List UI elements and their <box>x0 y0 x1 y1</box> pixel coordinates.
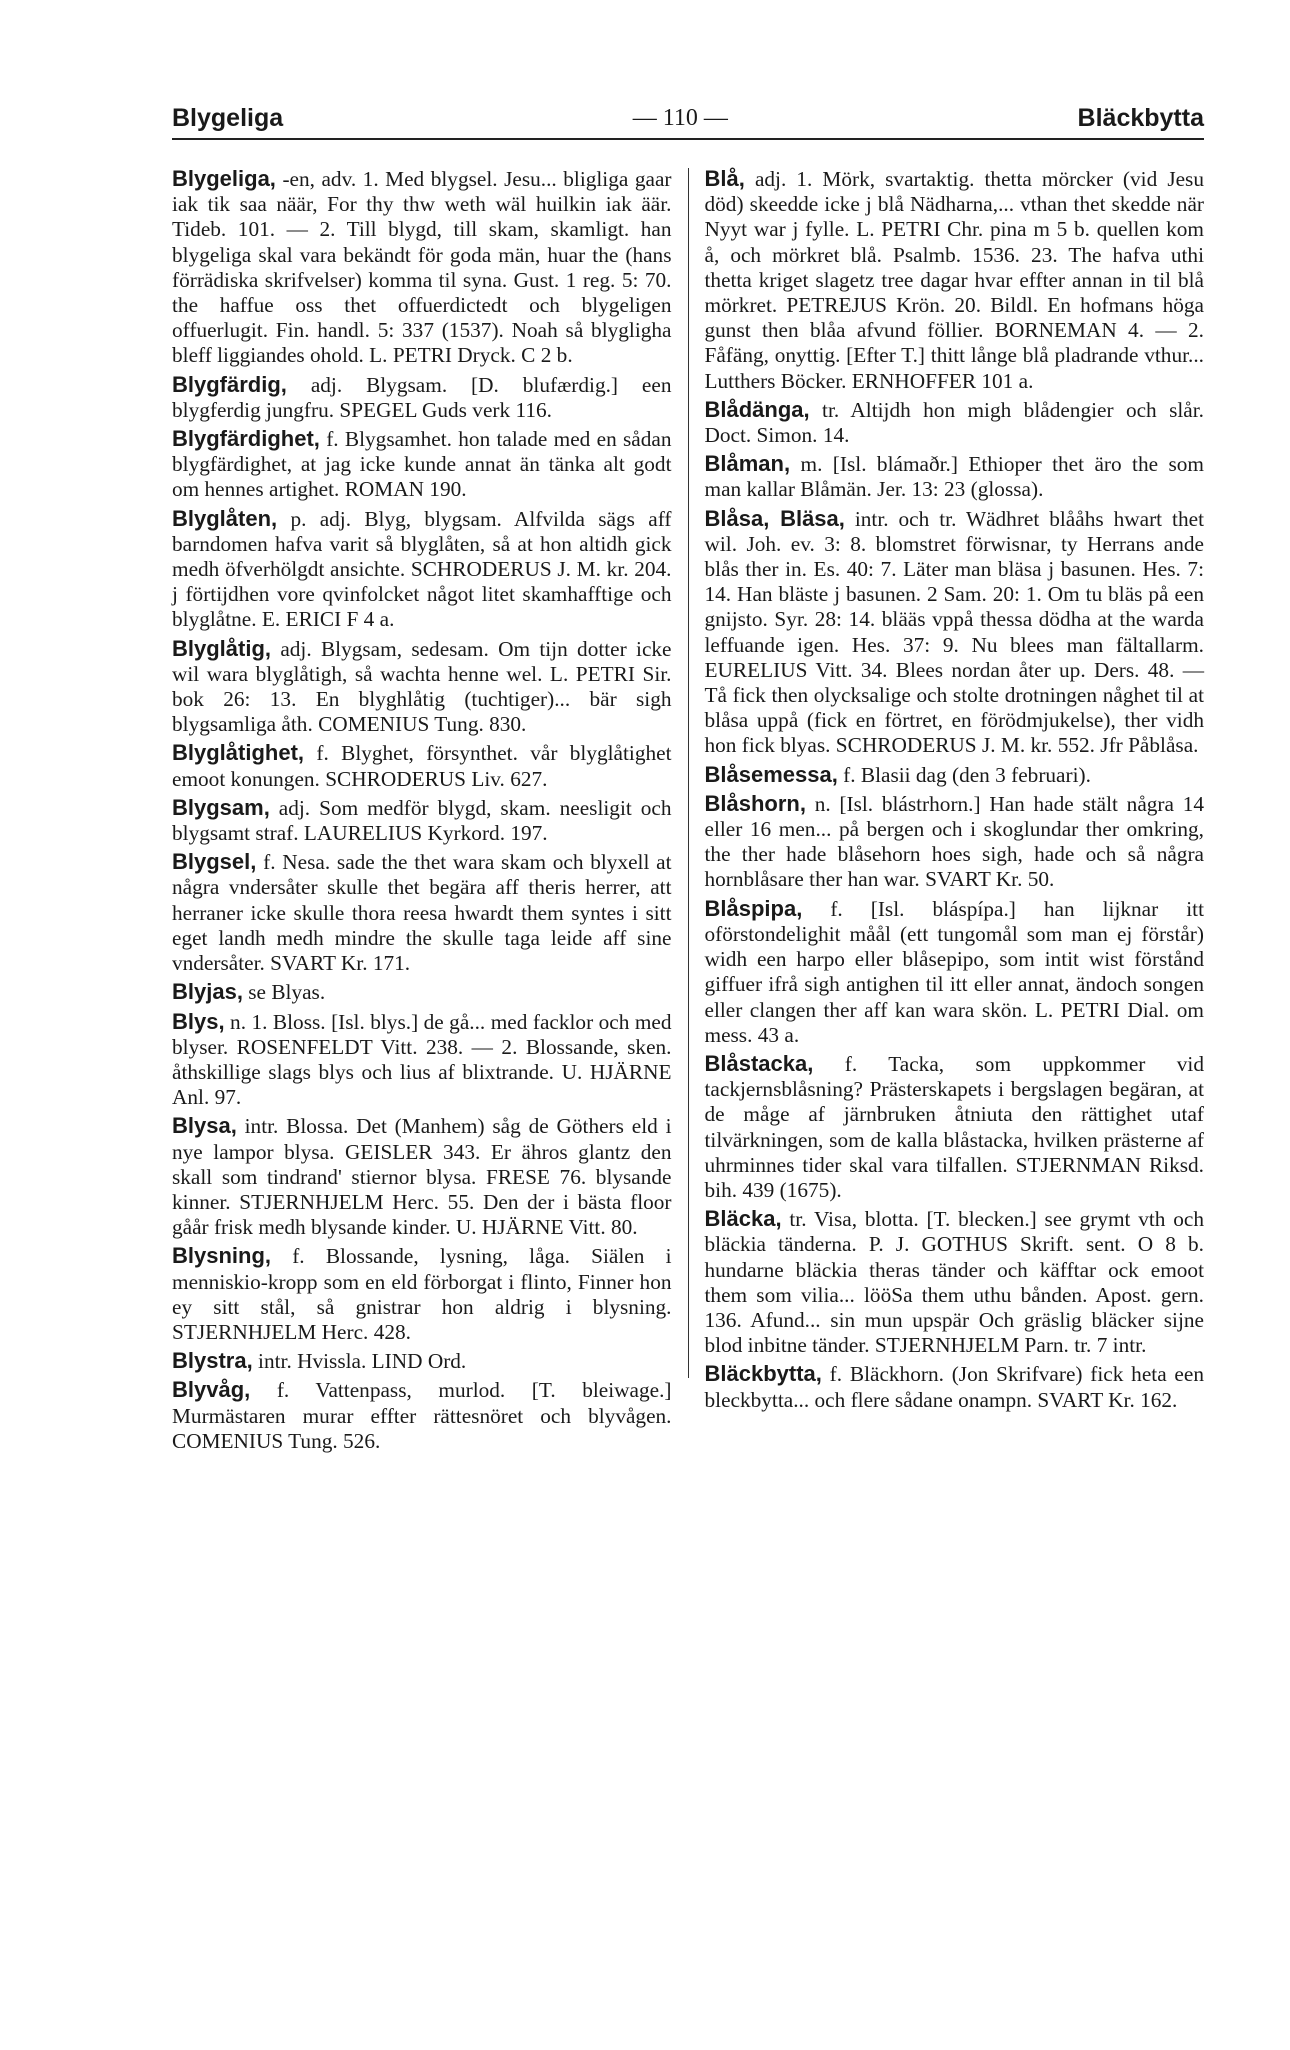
dictionary-entry <box>705 506 1205 759</box>
dictionary-entry <box>705 791 1205 893</box>
entry-definition: adj. 1. Mörk, svartaktig. thetta mörcker (vid Jesu död) skeedde icke j blå Nädharna,... vthan thet skedde när Nyyt war j fylle. L. PETRI Chr. pina m 5 b. quellen kom å, och mörkret blå. Psalmb. 1536. 23. The hafva uthi thetta kriget slagetz tree dagar hvar effter annan in til blå mörkret. PETREJUS Krön. 20. Bildl. En hofmans höga gunst then blåa afvund föllier. BORNEMAN 4. — 2. Fåfäng, onyttig. [Efter T.] thitt långe blå pladrande vthur... Lutthers Böcker. ERNHOFFER 101 a. <box>704 167 1204 393</box>
page-number: — 110 — <box>632 104 728 131</box>
entry-lemma: Blyglåten, <box>172 505 278 531</box>
entry-lemma: Blyglåtighet, <box>172 740 305 766</box>
entry-lemma: Blygsel, <box>172 849 257 875</box>
dictionary-entry <box>705 1051 1205 1203</box>
entry-lemma: Blåsemessa, <box>704 761 838 787</box>
entry-definition: adj. Blygsam, sedesam. Om tijn dotter icke wil wara blyglåtigh, så wachta henne wel. L. PETRI Sir. bok 26: 13. En blyghlåtig (tuchtiger)... bär sigh blygsamliga åth. COMENIUS Tung. 830. <box>172 636 672 737</box>
dictionary-entry <box>705 1206 1205 1358</box>
dictionary-entry <box>705 896 1205 1048</box>
entry-definition: f. Blyghet, försynthet. vår blyglåtighet emoot konungen. SCHRODERUS Liv. 627. <box>172 741 672 791</box>
entry-lemma: Blyglåtig, <box>172 635 272 661</box>
entry-definition: p. adj. Blyg, blygsam. Alfvilda sägs aff barndomen hafva varit så blyglåten, så at hon altidh gick medh öfverhölgdt ansichte. SCHRODERUS J. M. kr. 204. j förtijdhen vore qvinfolcket något litet skamhafftige och blyglåtne. E. ERICI F 4 a. <box>172 506 672 632</box>
entry-definition: f. Bläckhorn. (Jon Skrifvare) fick heta een bleckbytta... och flere sådane onampn. SVART Kr. 162. <box>704 1362 1204 1412</box>
entry-lemma: Blys, <box>172 1008 225 1034</box>
entry-lemma: Blåshorn, <box>704 790 806 816</box>
entry-lemma: Blystra, <box>172 1348 253 1374</box>
entry-definition: f. Tacka, som uppkommer vid tackjernsblåsning? Prästerskapets i bergslagen begäran, at de måge af järnbruken åtniuta den rättighet utaf tilvärkningen, som de kalla blåstacka, hvilken prästerne af uhrminnes tider skal vara tilfallen. STJERNMAN Riksd. bih. 439 (1675). <box>704 1051 1204 1202</box>
entry-lemma: Blåsa, Bläsa, <box>704 505 845 531</box>
entry-definition: m. [Isl. blámaðr.] Ethioper thet äro the som man kallar Blåmän. Jer. 13: 23 (glossa). <box>704 452 1204 502</box>
entry-lemma: Blygeliga, <box>172 166 276 191</box>
left-running-headword: Blygeliga <box>172 103 284 132</box>
entry-definition: intr. Blossa. Det (Manhem) såg de Göthers eld i nye lampor blysa. GEISLER 343. Er ähros glantz den skall som tindrand' stiernor blysa. FRESE 76. blysande kinner. STJERNHJELM Herc. 55. Den der i bästa floor gåår frisk medh blysande kinder. U. HJÄRNE Vitt. 80. <box>172 1114 672 1240</box>
dictionary-entry <box>172 636 672 738</box>
entry-definition: f. Blygsamhet. hon talade med en sådan blygfärdighet, at jag icke kunde annat än tänka alt godt om hennes artighet. ROMAN 190. <box>172 427 672 502</box>
dictionary-entry <box>172 849 672 976</box>
entry-definition: tr. Altijdh hon migh blådengier och slår. Doct. Simon. 14. <box>704 397 1204 448</box>
entry-definition: n. [Isl. blástrhorn.] Han hade stält några 14 eller 16 men... på bergen och i skoglundar ther omkring, the ther hade blåsehorn hoes sigh, hade och så några hornblåsare ther han war. SVART Kr. 50. <box>704 791 1204 892</box>
entry-lemma: Bläckbytta, <box>704 1361 822 1387</box>
dictionary-entry <box>172 1243 672 1345</box>
dictionary-entry <box>172 795 672 846</box>
entry-definition: -en, adv. 1. Med blygsel. Jesu... bligliga gaar iak tik saa näär, For thy thw weth wäl huilkin iak äär. Tideb. 101. — 2. Till blygd, till skam, skamligt. han blygeliga skal vara bekändt för goda män, huar the (hans förrädiska skrifvelser) komma til syna. Gust. 1 reg. 5: 70. the haffue oss thet offuerdictedt och blygeligen offuerlugit. Fin. handl. 5: 337 (1537). Noah så blygligha bleff liggiandes ohold. L. PETRI Dryck. C 2 b. <box>172 167 672 368</box>
entry-lemma: Blådänga, <box>704 396 810 422</box>
entry-lemma: Blåstacka, <box>704 1050 814 1076</box>
dictionary-entry <box>172 506 672 633</box>
dictionary-entry <box>172 1348 672 1374</box>
entry-lemma: Blysning, <box>172 1243 272 1269</box>
page-header <box>172 98 1204 140</box>
entry-definition: tr. Visa, blotta. [T. blecken.] see grymt vth och bläckia tänderna. P. J. GOTHUS Skrift. sent. O 8 b. hundarne bläckia theras tänder och käfftar ock emoot them som vilia... lööSa them uthu bånden. Apost. gern. 136. Afund... sin mun upspär Och gräslig bläcker sijne blod inbitne tänder. STJERNHJELM Parn. tr. 7 intr. <box>704 1207 1204 1358</box>
entry-lemma: Blygsam, <box>172 794 270 820</box>
dictionary-entry <box>172 426 672 503</box>
entry-lemma: Blåman, <box>704 451 791 477</box>
dictionary-entry <box>172 979 672 1005</box>
dictionary-entry <box>172 1009 672 1111</box>
entry-lemma: Blygfärdighet, <box>172 426 320 452</box>
entry-columns <box>172 166 1204 2016</box>
entry-definition: adj. Som medför blygd, skam. neesligit och blygsamt straf. LAURELIUS Kyrkord. 197. <box>172 795 672 846</box>
entry-definition: intr. Hvissla. LIND Ord. <box>252 1349 467 1374</box>
entry-definition: f. [Isl. bláspípa.] han lijknar itt oförstondelighit måål (ett tungomål som man ej förstår) widh een harpo eller blåsepipo, som intit wist förstånd giffuer ifrå sigh antighen til itt eller annat, ändoch songen eller clangen ther aff kan wara skön. L. PETRI Dial. om mess. 43 a. <box>704 896 1204 1047</box>
dictionary-entry <box>705 397 1205 448</box>
dictionary-entry <box>172 1377 672 1454</box>
entry-definition: adj. Blygsam. [D. blufærdig.] een blygferdig jungfru. SPEGEL Guds verk 116. <box>172 372 672 422</box>
dictionary-entry <box>705 1361 1205 1412</box>
dictionary-entry <box>172 740 672 791</box>
dictionary-entry <box>172 1113 672 1240</box>
dictionary-entry <box>172 372 672 423</box>
entry-definition: f. Nesa. sade the thet wara skam och blyxell at några vndersåter skulle thet begära aff theris herrer, att herraner icke skulle thora reesa hwardt them syntes i sitt eget landh medh mindre the skulle taga leide aff sine vndersåter. SVART Kr. 171. <box>172 850 672 976</box>
entry-lemma: Blyjas, <box>172 979 243 1005</box>
dictionary-entry <box>705 451 1205 502</box>
entry-lemma: Blyvåg, <box>172 1377 251 1403</box>
entry-definition: n. 1. Bloss. [Isl. blys.] de gå... med facklor och med blyser. ROSENFELDT Vitt. 238. — 2. Blossande, sken. åthskillige slags blys och lius af blixtrande. U. HJÄRNE Anl. 97. <box>172 1009 672 1110</box>
entry-definition: f. Blasii dag (den 3 februari). <box>837 762 1091 787</box>
right-column <box>689 166 1205 2016</box>
dictionary-entry <box>705 166 1205 394</box>
dictionary-entry <box>705 762 1205 788</box>
entry-definition: f. Vattenpass, murlod. [T. bleiwage.] Murmästaren murar effter rättesnöret och blyvågen. COMENIUS Tung. 526. <box>172 1378 672 1453</box>
entry-lemma: Blåspipa, <box>704 895 803 921</box>
entry-lemma: Blå, <box>704 166 745 191</box>
left-column <box>172 166 688 2016</box>
entry-definition: f. Blossande, lysning, låga. Siälen i menniskio-kropp som en eld förborgat i flinto, Finner hon ey sitt stål, så gnistrar hon aldrig i blysning. STJERNHJELM Herc. 428. <box>172 1244 672 1344</box>
entry-definition: se Blyas. <box>242 980 326 1005</box>
entry-lemma: Blygfärdig, <box>172 371 287 397</box>
entry-lemma: Blysa, <box>172 1113 237 1139</box>
right-running-headword: Bläckbytta <box>1077 103 1204 132</box>
dictionary-entry <box>172 166 672 369</box>
entry-lemma: Bläcka, <box>704 1206 782 1232</box>
entry-definition: intr. och tr. Wädhret blååhs hwart thet wil. Joh. ev. 3: 8. blomstret förwisnar, ty Herrans ande blås ther in. Es. 40: 7. Läter man bläsa j basunen. Hes. 7: 14. Han bläste j basunen. 2 Sam. 20: 1. Om tu bläs på een gnijsto. Syr. 28: 14. blääs vppå thessa dödha at the warda leffuande igen. Hes. 37: 9. Nu blees man fältallarm. EURELIUS Vitt. 34. Blees nordan åter up. Ders. 48. — Tå fick then olycksalige och stolte drotningen någhet til at blåsa uppå (fick en förtret, en förödmjukelse), ther vidh hon fick blyas. SCHRODERUS J. M. kr. 552. Jfr Påblåsa. <box>704 506 1204 758</box>
